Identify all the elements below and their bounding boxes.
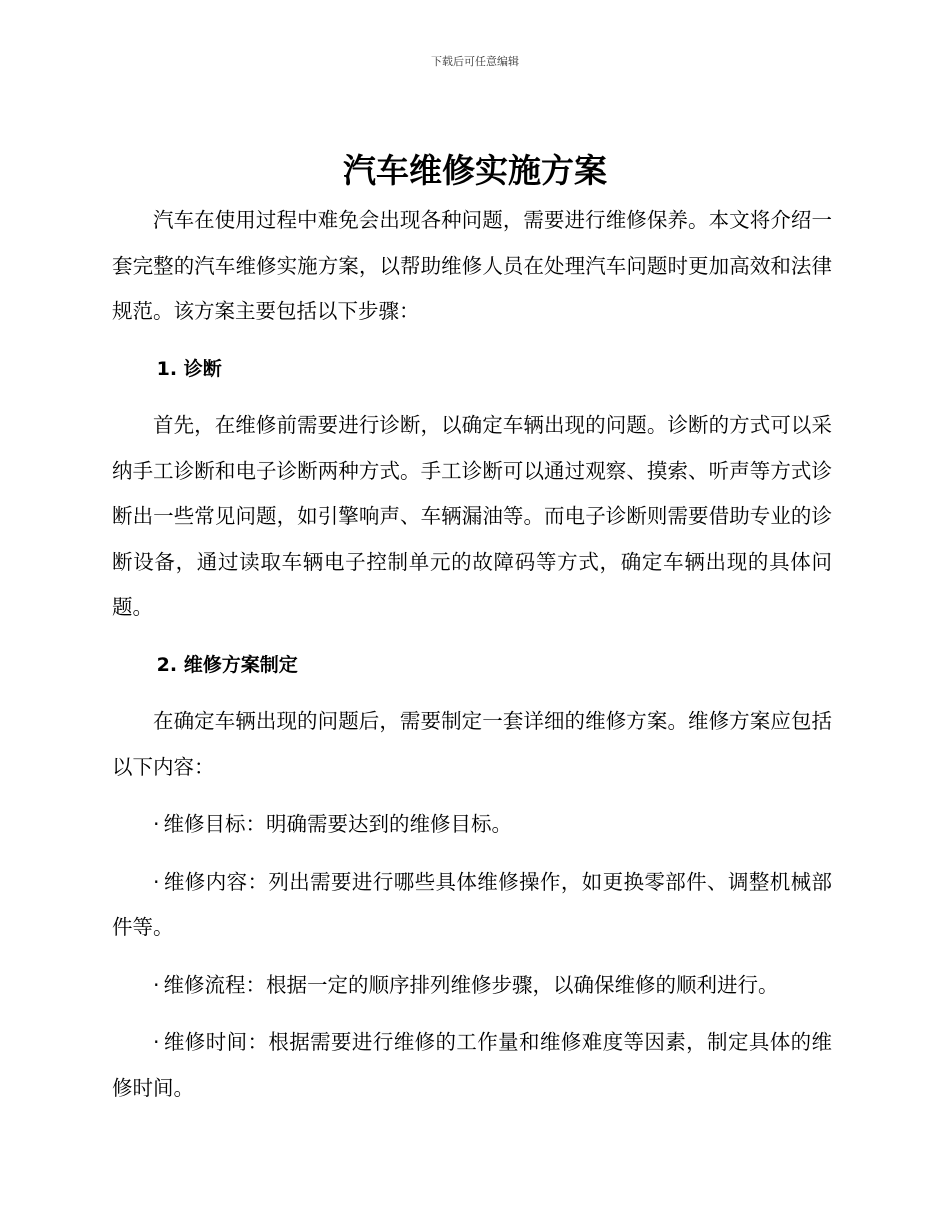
bullet-text: 维修目标：明确需要达到的维修目标。 bbox=[163, 812, 513, 836]
bullet-marker: · bbox=[153, 869, 160, 894]
bullet-item-repair-process bbox=[112, 963, 832, 1009]
bullet-text: 维修时间：根据需要进行维修的工作量和维修难度等因素，制定具体的维修时间。 bbox=[112, 1030, 832, 1100]
bullet-item-repair-time bbox=[112, 1020, 832, 1111]
bullet-text: 维修流程：根据一定的顺序排列维修步骤，以确保维修的顺利进行。 bbox=[163, 972, 779, 997]
bullet-item-repair-content bbox=[112, 860, 832, 951]
page-header: 下载后可任意编辑 bbox=[431, 55, 519, 68]
intro-paragraph: 汽车在使用过程中难免会出现各种问题，需要进行维修保养。本文将介绍一套完整的汽车维修实施方案，以帮助维修人员在处理汽车问题时更加高效和法律规范。该方案主要包括以下步骤： bbox=[112, 208, 832, 323]
bullet-marker: · bbox=[153, 1030, 160, 1054]
bullet-marker: · bbox=[153, 972, 160, 997]
bullet-text: 维修内容：列出需要进行哪些具体维修操作，如更换零部件、调整机械部件等。 bbox=[112, 869, 832, 939]
bullet-item-repair-goal bbox=[112, 802, 832, 848]
document-body bbox=[112, 198, 832, 1123]
section-heading-diagnosis: 1. 诊断 bbox=[156, 357, 222, 380]
section-heading-repair-plan: 2. 维修方案制定 bbox=[156, 653, 298, 676]
bullet-marker: · bbox=[153, 812, 160, 836]
document-title: 汽车维修实施方案 bbox=[343, 151, 607, 190]
section-paragraph-repair-plan: 在确定车辆出现的问题后，需要制定一套详细的维修方案。维修方案应包括以下内容： bbox=[112, 709, 832, 779]
section-paragraph-diagnosis: 首先，在维修前需要进行诊断，以确定车辆出现的问题。诊断的方式可以采纳手工诊断和电子诊断两种方式。手工诊断可以通过观察、摸索、听声等方式诊断出一些常见问题，如引擎响声、车辆漏油等。而电子诊断则需要借助专业的诊断设备，通过读取车辆电子控制单元的故障码等方式，确定车辆出现的具体问题。 bbox=[112, 413, 832, 619]
